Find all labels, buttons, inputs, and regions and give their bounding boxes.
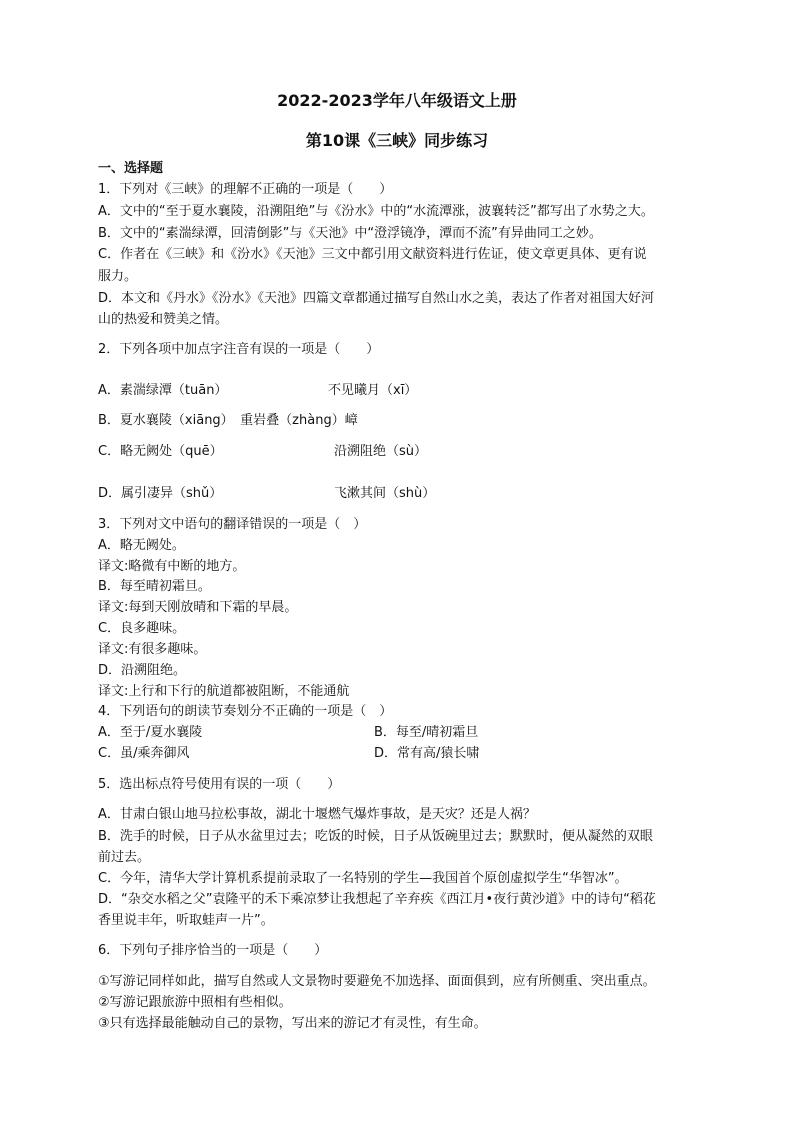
q2-option-b: B．夏水襄陵（xiāng） 重岩叠（zhàng）嶂 — [98, 413, 358, 428]
q5-option-d-cont: 香里说丰年，听取蛙声一片”。 — [98, 913, 274, 928]
q4-option-a: A．至于/夏水襄陵 — [98, 725, 203, 740]
q3-option-d-translation: 译文:上行和下行的航道都被阻断，不能通航 — [98, 684, 350, 699]
q1-option-c-cont: 服力。 — [98, 269, 138, 284]
q5-option-c: C．今年，清华大学计算机系提前录取了一名特别的学生—我国首个原创虚拟学生“华智冰”。 — [98, 871, 628, 886]
q2-option-a: A．素湍绿潭（tuān） — [98, 383, 228, 398]
q4-stem: 4．下列语句的朗读节奏划分不正确的一项是（ ） — [98, 704, 393, 719]
q1-option-d: D．本文和《丹水》《汾水》《天池》四篇文章都通过描写自然山水之美，表达了作者对祖国大好河 — [98, 291, 655, 306]
section-heading: 一、选择题 — [98, 161, 164, 176]
q2-option-d-second: 飞漱其间（shù） — [334, 486, 436, 501]
q2-option-a-second: 不见曦月（xī） — [328, 383, 418, 398]
q1-stem: 1．下列对《三峡》的理解不正确的一项是（ ） — [98, 182, 393, 197]
q5-option-b-cont: 前过去。 — [98, 850, 151, 865]
q4-option-d: D．常有高/猿长啸 — [374, 746, 480, 761]
q4-option-b: B．每至/晴初霜旦 — [374, 725, 479, 740]
q5-option-d: D．“杂交水稻之父”袁隆平的禾下乘凉梦让我想起了辛弃疾《西江月•夜行黄沙道》中的诗句“稻花 — [98, 892, 656, 907]
q6-sentence-1: ①写游记同样如此，描写自然或人文景物时要避免不加选择、面面俱到，应有所侧重、突出重点。 — [98, 974, 656, 989]
q1-option-d-cont: 山的热爱和赞美之情。 — [98, 312, 229, 327]
q2-stem: 2．下列各项中加点字注音有误的一项是（ ） — [98, 342, 380, 357]
q5-option-a: A．甘肃白银山地马拉松事故，湖北十堰燃气爆炸事故，是天灾？还是人祸？ — [98, 807, 536, 822]
document-title: 2022-2023学年八年级语文上册 — [277, 91, 517, 110]
q3-option-d: D．沿溯阻绝。 — [98, 663, 187, 678]
q3-option-a: A．略无阙处。 — [98, 538, 185, 553]
q2-option-c-second: 沿溯阻绝（sù） — [334, 444, 428, 459]
q1-option-c: C．作者在《三峡》和《汾水》《天池》三文中都引用文献资料进行佐证，使文章更具体、更有说 — [98, 247, 647, 262]
q2-option-d: D．属引凄异（shǔ） — [98, 486, 223, 501]
q3-option-b-translation: 译文:每到天刚放晴和下霜的早晨。 — [98, 600, 298, 615]
q3-option-c-translation: 译文:有很多趣味。 — [98, 642, 207, 657]
q6-sentence-2: ②写游记跟旅游中照相有些相似。 — [98, 995, 292, 1010]
q2-option-c: C．略无阙处（quē） — [98, 444, 223, 459]
q3-option-b: B．每至晴初霜旦。 — [98, 579, 211, 594]
q1-option-b: B．文中的“素湍绿潭，回清倒影”与《天池》中“澄浮镜净，潭而不流”有异曲同工之妙。 — [98, 226, 602, 241]
q3-option-a-translation: 译文:略微有中断的地方。 — [98, 559, 246, 574]
q6-sentence-3: ③只有选择最能触动自己的景物，写出来的游记才有灵性，有生命。 — [98, 1016, 487, 1031]
document-subtitle: 第10课《三峡》同步练习 — [305, 131, 489, 150]
q6-stem: 6．下列句子排序恰当的一项是（ ） — [98, 943, 328, 958]
q3-option-c: C．良多趣味。 — [98, 621, 186, 636]
q1-option-a: A．文中的“至于夏水襄陵，沿溯阻绝”与《汾水》中的“水流潭涨，波襄转泛”都写出了水势之大。 — [98, 204, 654, 219]
q5-stem: 5．选出标点符号使用有误的一项（ ） — [98, 777, 341, 792]
q5-option-b: B．洗手的时候，日子从水盆里过去；吃饭的时候，日子从饭碗里过去；默默时，便从凝然的双眼 — [98, 829, 653, 844]
q4-option-c: C．虽/乘奔御风 — [98, 746, 190, 761]
q3-stem: 3．下列对文中语句的翻译错误的一项是（ ） — [98, 517, 367, 532]
